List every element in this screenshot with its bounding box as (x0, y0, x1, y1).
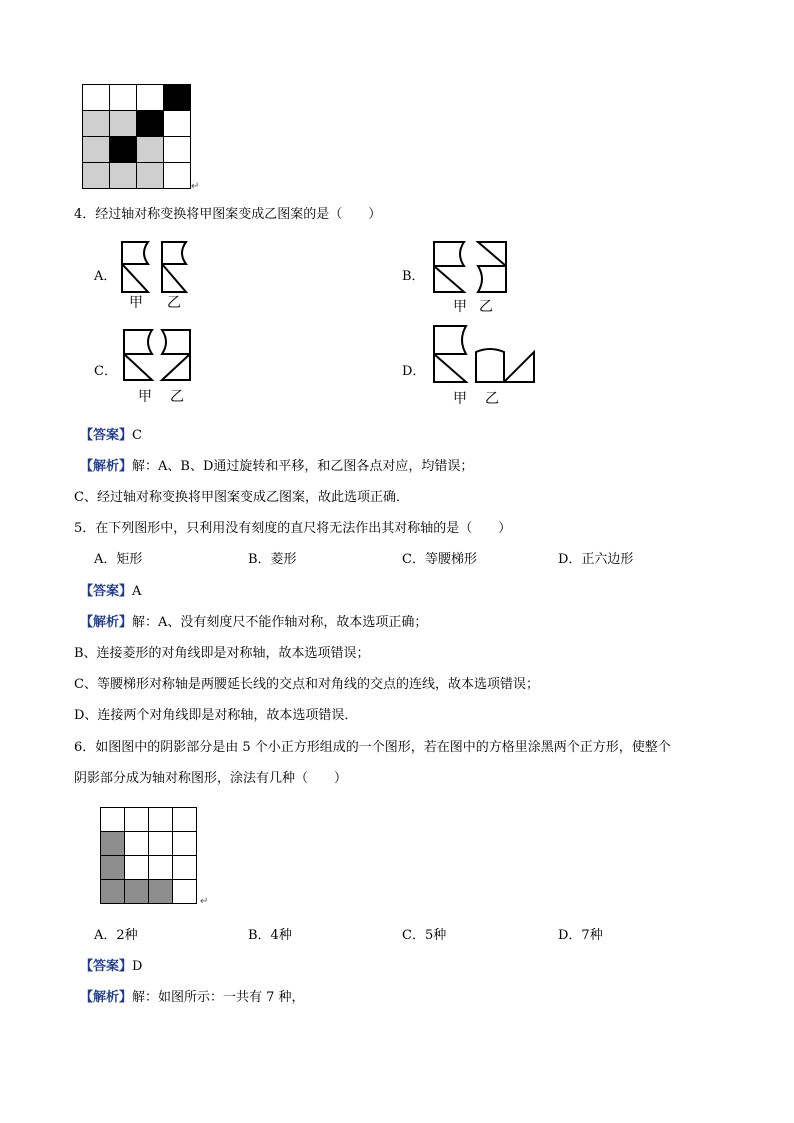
grid-cell (149, 856, 173, 880)
grid-cell (173, 832, 197, 856)
q6-question-line-2: 阴影部分成为轴对称图形，涂法有几种（ ） (74, 771, 348, 786)
q5-answer-line (80, 583, 141, 601)
q4-option-c-label: C． (94, 364, 117, 379)
q4-option-c-caption-jia: 甲 (138, 389, 152, 405)
grid-cell (125, 880, 149, 904)
grid-cell (125, 856, 149, 880)
q4-option-a-caption-yi: 乙 (167, 295, 181, 311)
grid-cell (83, 111, 110, 137)
answer-tag: 【答案】 (80, 584, 133, 599)
grid-cell (125, 808, 149, 832)
return-mark: ↵ (200, 896, 209, 907)
q5-analysis-line-3: C、等腰梯形对称轴是两腰延长线的交点和对角线的交点的连线，故本选项错误； (74, 677, 539, 692)
grid-cell (83, 85, 110, 111)
grid-cell (149, 880, 173, 904)
q4-analysis-line-2: C、经过轴对称变换将甲图案变成乙图案，故此选项正确． (74, 490, 409, 505)
grid-cell (110, 163, 137, 189)
grid-cell (110, 137, 137, 163)
answer-tag: 【答案】 (80, 428, 133, 443)
q5-question: 5．在下列图形中，只利用没有刻度的直尺将无法作出其对称轴的是（ ） (74, 521, 512, 536)
q6-answer: D (132, 959, 143, 974)
q6-option-d: D．7种 (558, 928, 603, 943)
grid-cell (83, 163, 110, 189)
q4-option-d-figure (432, 324, 542, 386)
q6-option-a: A．2种 (94, 928, 138, 943)
analysis-tag: 【解析】 (80, 990, 133, 1005)
q3-grid-figure (82, 84, 191, 189)
grid-cell (173, 880, 197, 904)
q4-option-a-figure (120, 240, 200, 300)
q5-analysis-line-1 (80, 614, 427, 632)
analysis-tag: 【解析】 (80, 459, 133, 474)
q4-option-d-label: D． (402, 364, 426, 379)
grid-cell (164, 85, 191, 111)
analysis-tag: 【解析】 (80, 615, 133, 630)
grid-cell (164, 163, 191, 189)
q5-analysis-line-4: D、连接两个对角线即是对称轴，故本选项错误． (74, 708, 358, 723)
grid-cell (164, 137, 191, 163)
q6-grid-figure (100, 807, 197, 904)
grid-cell (137, 163, 164, 189)
q4-analysis-line-1 (80, 458, 473, 476)
q4-option-b-figure (432, 240, 512, 300)
q5-analysis-line-2: B、连接菱形的对角线即是对称轴，故本选项错误； (74, 646, 370, 661)
grid-cell (125, 832, 149, 856)
q4-option-c-figure (122, 328, 202, 388)
grid-cell (83, 137, 110, 163)
q4-analysis-text-1: 解：A、B、D通过旋转和平移，和乙图各点对应，均错误； (132, 459, 474, 474)
q4-option-c-caption-yi: 乙 (170, 389, 184, 405)
q4-answer-line (80, 427, 142, 445)
grid-cell (137, 137, 164, 163)
grid-cell (137, 85, 164, 111)
q4-option-b-caption-yi: 乙 (479, 299, 493, 315)
grid-cell (110, 85, 137, 111)
grid-cell (101, 856, 125, 880)
q5-option-b: B．菱形 (248, 552, 297, 567)
q4-option-a-caption-jia: 甲 (129, 295, 143, 311)
q5-option-c: C．等腰梯形 (402, 552, 477, 567)
return-mark: ↵ (191, 181, 200, 192)
answer-tag: 【答案】 (80, 959, 133, 974)
q5-analysis-text-1: 解：A、没有刻度尺不能作轴对称，故本选项正确； (132, 615, 428, 630)
grid-cell (173, 856, 197, 880)
q6-answer-line (80, 958, 142, 976)
q4-option-b-label: B． (402, 269, 425, 284)
grid-cell (173, 808, 197, 832)
q6-analysis-line-1 (80, 989, 305, 1007)
grid-cell (110, 111, 137, 137)
grid-cell (149, 808, 173, 832)
q5-option-d: D．正六边形 (558, 552, 634, 567)
grid-cell (101, 880, 125, 904)
q4-option-b-caption-jia: 甲 (453, 299, 467, 315)
q5-option-a: A．矩形 (94, 552, 143, 567)
q4-answer: C (132, 428, 142, 443)
grid-cell (137, 111, 164, 137)
q4-option-a-label: A． (94, 269, 117, 284)
grid-cell (101, 832, 125, 856)
q4-option-d-caption-yi: 乙 (485, 391, 499, 407)
q4-option-d-caption-jia: 甲 (453, 391, 467, 407)
q4-question: 4．经过轴对称变换将甲图案变成乙图案的是（ ） (74, 207, 382, 222)
grid-cell (101, 808, 125, 832)
q6-analysis-text-1: 解：如图所示：一共有 7 种， (132, 990, 305, 1005)
q6-question-line-1: 6．如图图中的阴影部分是由 5 个小正方形组成的一个图形，若在图中的方格里涂黑两个正方形，使整个 (74, 740, 671, 755)
grid-cell (164, 111, 191, 137)
q6-option-c: C．5种 (402, 928, 447, 943)
q6-option-b: B．4种 (248, 928, 292, 943)
q5-answer: A (132, 584, 142, 599)
grid-cell (149, 832, 173, 856)
